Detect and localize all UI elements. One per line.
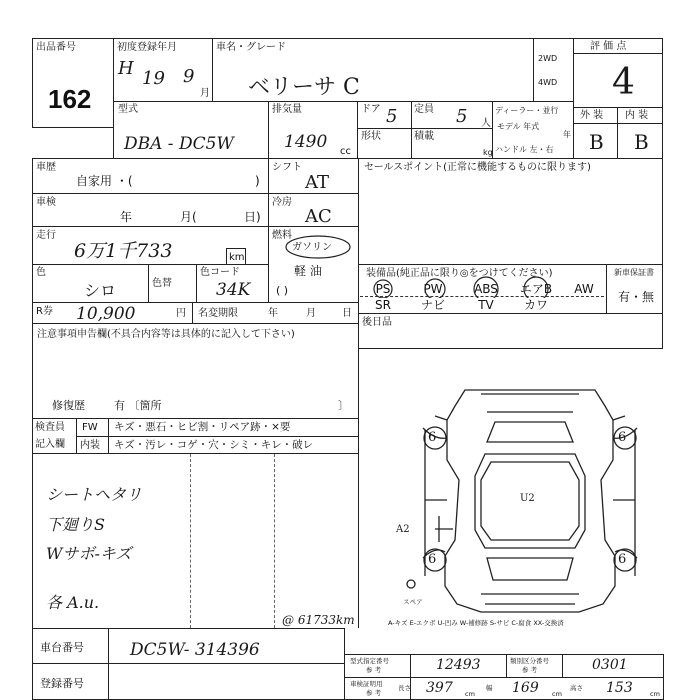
inspector-fw: FW bbox=[82, 422, 98, 433]
equipment-title: 装備品(純正品に限り◎をつけてください) bbox=[366, 268, 553, 279]
year-unit: 年 bbox=[563, 130, 571, 139]
repair-value: 有 〔箇所 bbox=[114, 399, 162, 412]
load-label: 積載 bbox=[414, 131, 434, 142]
fuel-paren: ( ) bbox=[276, 284, 289, 297]
notes-label: 注意事項申告欄(不具合内容等は具体的に記入して下さい) bbox=[37, 329, 295, 340]
mileage-unit: km bbox=[229, 252, 245, 263]
history-label: 車歴 bbox=[36, 162, 56, 173]
ac-label: 冷房 bbox=[272, 197, 292, 208]
type-label: 型式指定番号 bbox=[350, 657, 389, 665]
inspection-year: 年 bbox=[120, 210, 133, 224]
cap-unit: 人 bbox=[481, 118, 491, 129]
model-label: 型式 bbox=[118, 104, 138, 115]
drive-4wd: 4WD bbox=[538, 78, 558, 87]
namechange-day: 日 bbox=[342, 308, 352, 319]
ext-value: B bbox=[589, 130, 604, 154]
inspector-interior: 内装 bbox=[80, 440, 100, 451]
tire-front-left: 6 bbox=[428, 430, 437, 445]
warranty-label: 新車保証書 bbox=[614, 268, 654, 277]
color-code-value: 34K bbox=[216, 280, 251, 300]
salespoint-box bbox=[358, 158, 663, 265]
equip-circles bbox=[360, 274, 570, 298]
color-code-label: 色コード bbox=[200, 267, 240, 278]
dims-label: 車検証明用 bbox=[350, 680, 383, 688]
cap-label: 定員 bbox=[414, 104, 434, 115]
damage-legend: A-キズ E-エクボ U-凹み W-補修跡 S-サビ C-腐食 XX-交換済 bbox=[388, 619, 564, 627]
car-name: ベリーサ C bbox=[248, 75, 360, 100]
note-line-3: Wサボ-キズ bbox=[46, 544, 132, 563]
history-value: 自家用 ・( bbox=[76, 174, 133, 188]
reg-month-unit: 月 bbox=[200, 88, 210, 99]
inspection-day: 日) bbox=[244, 210, 261, 224]
tire-rear-right: 6 bbox=[618, 552, 627, 567]
namechange-month: 月 bbox=[306, 308, 316, 319]
height-unit: cm bbox=[650, 690, 660, 698]
grade-label: 評 価 点 bbox=[590, 41, 627, 52]
len-unit: cm bbox=[465, 690, 475, 698]
reg-label: 初度登録年月 bbox=[117, 42, 177, 53]
equip-abs: ABS bbox=[474, 282, 498, 296]
disp-label: 排気量 bbox=[272, 104, 302, 115]
inspection-label: 車検 bbox=[36, 197, 56, 208]
model-value: DBA - DC5W bbox=[124, 134, 234, 154]
ext-label: 外 装 bbox=[580, 110, 604, 121]
ac-value: AC bbox=[305, 206, 332, 227]
fuel-diesel: 軽 油 bbox=[294, 264, 322, 278]
equip-airbag: エアB bbox=[519, 282, 553, 296]
height-label: 高さ bbox=[570, 684, 583, 692]
warranty-value: 有・無 bbox=[618, 290, 655, 304]
shift-value: AT bbox=[305, 172, 330, 193]
class-sub: 参 考 bbox=[522, 666, 538, 674]
namechange-year: 年 bbox=[268, 308, 278, 319]
fuel-gas: ガソリン bbox=[292, 242, 332, 253]
inspector-label-1: 検査員 bbox=[35, 422, 65, 433]
tire-rear-left: 6 bbox=[428, 552, 437, 567]
recycle-label: R券 bbox=[36, 306, 53, 317]
mileage-note: @ 61733km bbox=[282, 613, 355, 627]
int-value: B bbox=[634, 130, 649, 154]
class-value: 0301 bbox=[592, 657, 628, 673]
width-label: 幅 bbox=[486, 684, 493, 692]
drive-cell bbox=[533, 38, 574, 102]
shape-label: 形状 bbox=[361, 131, 381, 142]
drive-2wd: 2WD bbox=[538, 54, 558, 63]
dims-sub: 参 考 bbox=[366, 689, 382, 697]
equip-tv: TV bbox=[478, 298, 494, 312]
dealer-label: ディーラー・並行 bbox=[495, 106, 559, 115]
mileage-label: 走行 bbox=[36, 230, 56, 241]
recycle-value: 10,900 bbox=[76, 304, 136, 324]
equip-leather: カワ bbox=[523, 298, 548, 312]
type-value: 12493 bbox=[436, 657, 481, 673]
equip-pw: PW bbox=[423, 282, 443, 296]
len-label: 長さ bbox=[398, 684, 411, 692]
equip-ps: PS bbox=[375, 282, 391, 296]
tire-front-right: 6 bbox=[618, 430, 627, 445]
note-line-1: シートヘタリ bbox=[46, 485, 143, 504]
load-unit: kg bbox=[483, 148, 493, 157]
chassis-label: 車台番号 bbox=[40, 641, 84, 654]
color-value: シロ bbox=[84, 281, 117, 300]
cap-value: 5 bbox=[456, 106, 468, 127]
inspector-label-2: 記入欄 bbox=[35, 439, 65, 450]
color-label: 色 bbox=[36, 267, 46, 278]
carname-label: 車名・グレード bbox=[216, 42, 286, 53]
height-value: 153 bbox=[606, 680, 633, 696]
equip-navi: ナビ bbox=[420, 298, 445, 312]
mileage-value: 6万1千733 bbox=[74, 240, 173, 262]
equip-sr: SR bbox=[375, 298, 391, 312]
inspector-int-items: キズ・汚レ・コゲ・穴・シミ・キレ・破レ bbox=[114, 439, 314, 451]
history-close: ) bbox=[255, 174, 260, 188]
handle-label: ハンドル 左・右 bbox=[495, 145, 554, 154]
grade-value: 4 bbox=[612, 62, 635, 103]
namechange-label: 名変期限 bbox=[198, 308, 238, 319]
reg-year: 19 bbox=[142, 68, 165, 89]
type-sub: 参 考 bbox=[366, 666, 382, 674]
diagram-u2: U2 bbox=[520, 493, 535, 504]
class-label: 類別区分番号 bbox=[510, 657, 549, 665]
reg-era: H bbox=[118, 58, 134, 79]
width-value: 169 bbox=[512, 680, 539, 696]
diagram-a2: A2 bbox=[396, 524, 410, 535]
door-label: ドア bbox=[361, 104, 381, 115]
int-label: 内 装 bbox=[625, 110, 649, 121]
width-unit: cm bbox=[552, 690, 562, 698]
note-line-4: 各 A.u. bbox=[46, 593, 100, 612]
recycle-unit: 円 bbox=[176, 308, 186, 319]
reg-month: 9 bbox=[183, 66, 195, 87]
fuel-gas-circle bbox=[284, 234, 352, 260]
repair-label: 修復歴 bbox=[52, 399, 85, 412]
salespoint-label: セールスポイント(正常に機能するものに限ります) bbox=[364, 162, 591, 173]
disp-unit: cc bbox=[340, 146, 351, 157]
disp-value: 1490 bbox=[284, 132, 328, 152]
modelyear-label: モデル 年式 bbox=[497, 122, 540, 131]
chassis-value: DC5W- 314396 bbox=[130, 640, 260, 660]
registration-label: 登録番号 bbox=[40, 677, 84, 690]
lot-label: 出品番号 bbox=[36, 42, 76, 53]
shift-label: シフト bbox=[272, 162, 302, 173]
len-value: 397 bbox=[426, 680, 453, 696]
inspector-ext-items: キズ・悪石・ヒビ割・リペア跡・×要 bbox=[114, 421, 291, 433]
spare-label: スペア bbox=[403, 598, 423, 606]
color-change-label: 色替 bbox=[152, 278, 172, 289]
fuel-label: 燃料 bbox=[272, 230, 292, 241]
repair-close: 〕 bbox=[338, 399, 349, 412]
aftermarket-label: 後日品 bbox=[362, 317, 392, 328]
inspection-month: 月( bbox=[180, 210, 197, 224]
note-line-2: 下廻りS bbox=[46, 515, 105, 534]
lot-number: 162 bbox=[48, 84, 92, 114]
equip-aw: AW bbox=[574, 282, 594, 296]
aftermarket-box bbox=[358, 313, 663, 349]
door-value: 5 bbox=[386, 106, 398, 127]
